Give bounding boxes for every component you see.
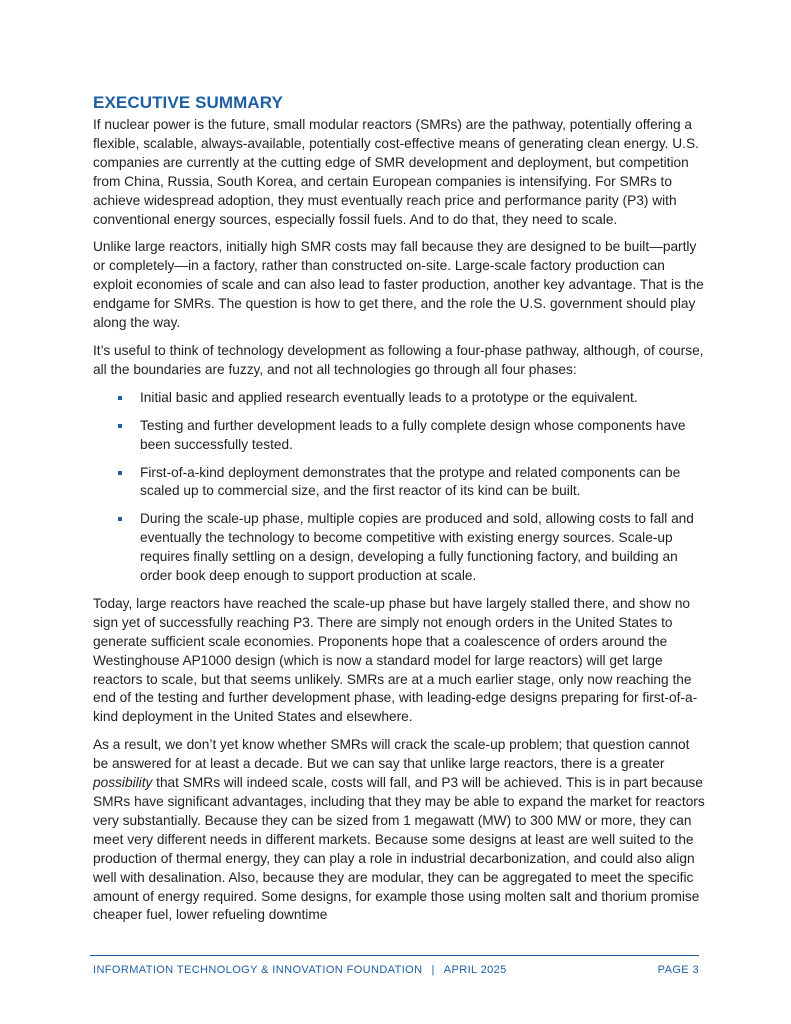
- bullet-square-icon: [118, 471, 122, 475]
- paragraph-text-before-italic: As a result, we don’t yet know whether SMRs will crack the scale-up problem; that question cannot be answered for at least a decade. But we can say that unlike large reactors, there is a greater: [93, 737, 690, 772]
- list-item: [140, 389, 705, 408]
- document-body: [93, 92, 705, 934]
- page-footer: [93, 964, 699, 976]
- footer-organization: INFORMATION TECHNOLOGY & INNOVATION FOUNDATION: [93, 964, 423, 976]
- phase-list: [93, 389, 705, 586]
- footer-divider: [90, 955, 699, 956]
- section-heading: EXECUTIVE SUMMARY: [93, 93, 283, 112]
- list-item: [140, 417, 705, 455]
- paragraph-text-after-italic: that SMRs will indeed scale, costs will fall, and P3 will be achieved. This is in part because SMRs have significant advantages, including that they may be able to expand the market for reactors very substantially. Because they can be sized from 1 megawatt (MW) to 300 MW or more, they can meet very different needs in different markets. Because some designs at least are well suited to the production of thermal energy, they can play a role in industrial decarbonization, and could also align well with desalination. Also, because they are modular, they can be aggregated to meet the specific amount of energy required. Some designs, for example those using molten salt and thorium promise cheaper fuel, lower refueling downtime: [93, 775, 705, 923]
- bullet-square-icon: [118, 517, 122, 521]
- list-item-text: Testing and further development leads to a fully complete design whose components have been successfully tested.: [140, 417, 686, 452]
- paragraph-factory: Unlike large reactors, initially high SMR costs may fall because they are designed to be built—partly or completely—in a factory, rather than constructed on-site. Large-scale factory production can exploit economies of scale and can also lead to faster production, another key advantage. That is the endgame for SMRs. The question is how to get there, and the role the U.S. government should play along the way.: [93, 239, 704, 331]
- list-item-text: During the scale-up phase, multiple copies are produced and sold, allowing costs to fall and eventually the technology to become competitive with existing energy sources. Scale-up requires finally settling on a design, developing a fully functioning factory, and building an order book deep enough to support production at scale.: [140, 511, 694, 584]
- paragraph-large-reactors: Today, large reactors have reached the scale-up phase but have largely stalled there, and show no sign yet of successfully reaching P3. There are simply not enough orders in the United States to generate sufficient scale economies. Proponents hope that a coalescence of orders around the Westinghouse AP1000 design (which is now a standard model for large reactors) will get large reactors to scale, but that seems unlikely. SMRs are at a much earlier stage, only now reaching the end of the testing and further development phase, with leading-edge designs preparing for first-of-a-kind deployment in the United States and elsewhere.: [93, 595, 698, 725]
- footer-separator: |: [431, 964, 435, 976]
- footer-page-number: PAGE 3: [657, 964, 699, 976]
- bullet-square-icon: [118, 424, 122, 428]
- list-item-text: Initial basic and applied research eventually leads to a prototype or the equivalent.: [140, 389, 638, 405]
- footer-left: [93, 964, 507, 976]
- paragraph-smr-advantages: [93, 736, 705, 925]
- paragraph-phases: It’s useful to think of technology development as following a four-phase pathway, although, of course, all the boundaries are fuzzy, and not all technologies go through all four phases:: [93, 342, 704, 377]
- paragraph-intro: If nuclear power is the future, small modular reactors (SMRs) are the pathway, potentially offering a flexible, scalable, always-available, potentially cost-effective means of generating clean energy. U.S. companies are currently at the cutting edge of SMR development and deployment, but competition from China, Russia, South Korea, and certain European companies is intensifying. For SMRs to achieve widespread adoption, they must eventually reach price and performance parity (P3) with conventional energy sources, especially fossil fuels. And to do that, they need to scale.: [93, 117, 699, 227]
- list-item: [140, 464, 705, 502]
- footer-date: APRIL 2025: [443, 964, 507, 976]
- italic-emphasis: possibility: [93, 775, 153, 791]
- list-item: [140, 510, 705, 586]
- bullet-square-icon: [118, 396, 122, 400]
- list-item-text: First-of-a-kind deployment demonstrates that the protype and related components can be scaled up to commercial size, and the first reactor of its kind can be built.: [140, 464, 681, 499]
